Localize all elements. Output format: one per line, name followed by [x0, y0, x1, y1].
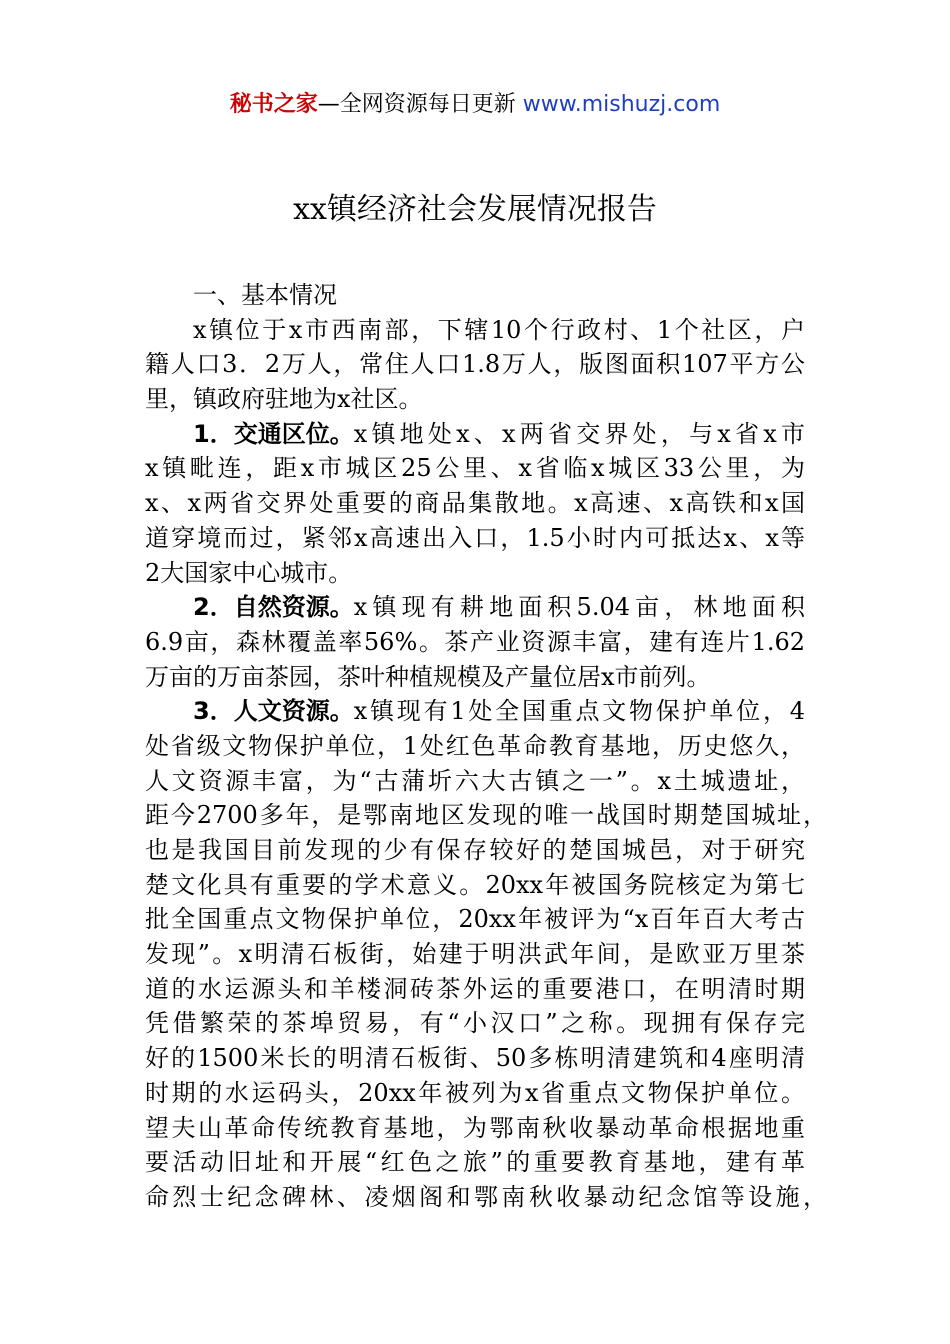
paragraph-text: 人文资源丰富，为“古蒲圻六大古镇之一”。x土城遗址， — [145, 766, 805, 795]
paragraph-line — [0, 1111, 950, 1146]
paragraph-line — [0, 798, 950, 833]
paragraph-text: 处省级文物保护单位，1处红色革命教育基地，历史悠久， — [145, 731, 805, 760]
item-lead-line — [193, 694, 805, 729]
paragraph-line — [0, 902, 950, 937]
paragraph-line — [0, 868, 950, 903]
paragraph-text: x镇毗连，距x市城区25公里、x省临x城区33公里，为 — [145, 454, 805, 483]
paragraph-line — [0, 1076, 950, 1111]
section-heading-text: 一、基本情况 — [193, 281, 337, 309]
paragraph-text: 楚文化具有重要的学术意义。20xx年被国务院核定为第七 — [145, 870, 805, 899]
paragraph-line — [0, 694, 950, 729]
paragraph-line — [0, 764, 950, 799]
paragraph-text: 时期的水运码头，20xx年被列为x省重点文物保护单位。 — [145, 1078, 805, 1107]
paragraph-line — [0, 521, 950, 556]
paragraph-text: 万亩的万亩茶园，茶叶种植规模及产量位居x市前列。 — [145, 662, 711, 691]
paragraph-text: 道的水运源头和羊楼洞砖茶外运的重要港口，在明清时期 — [145, 974, 805, 1003]
paragraph-text: x镇地处x、x两省交界处，与x省x市 — [353, 419, 805, 448]
paragraph-line — [0, 625, 950, 660]
paragraph-text: 6.9亩，森林覆盖率56%。茶产业资源丰富，建有连片1.62 — [145, 627, 805, 656]
paragraph-text: 也是我国目前发现的少有保存较好的楚国城邑，对于研究 — [145, 836, 805, 864]
paragraph-text: x镇现有1处全国重点文物保护单位，4 — [353, 697, 805, 726]
paragraph-line — [0, 451, 950, 486]
site-header — [0, 88, 950, 122]
paragraph-text: 道穿境而过，紧邻x高速出入口，1.5小时内可抵达x、x等 — [145, 523, 805, 552]
site-url-link[interactable]: www.mishuzj.com — [522, 92, 721, 117]
paragraph-text: 好的1500米长的明清石板街、50多栋明清建筑和4座明清 — [145, 1044, 805, 1073]
paragraph-text: 要活动旧址和开展“红色之旅”的重要教育基地，建有革 — [145, 1148, 805, 1177]
item-label: 3．人文资源。 — [193, 697, 354, 726]
paragraph-line — [0, 313, 950, 348]
paragraph-line — [0, 660, 950, 695]
paragraph-line — [0, 486, 950, 521]
paragraph-text: 批全国重点文物保护单位，20xx年被评为“x百年百大考古 — [145, 905, 805, 934]
paragraph-line — [0, 382, 950, 417]
document-body — [0, 278, 950, 1215]
paragraph-line — [0, 1006, 950, 1041]
paragraph-line — [0, 937, 950, 972]
paragraph-line — [0, 833, 950, 868]
paragraph-text: 2大国家中心城市。 — [145, 558, 353, 587]
paragraph-line — [0, 590, 950, 625]
item-lead-line — [193, 590, 805, 625]
paragraph-line — [0, 1180, 950, 1215]
paragraph-line — [0, 347, 950, 382]
paragraph-line — [0, 972, 950, 1007]
paragraph-text: 命烈士纪念碑林、凌烟阁和鄂南秋收暴动纪念馆等设施， — [145, 1182, 827, 1211]
item-label: 2．自然资源。 — [193, 593, 354, 622]
document-title: xx镇经济社会发展情况报告 — [293, 192, 657, 227]
paragraph-line — [0, 417, 950, 452]
brand-name[interactable]: 秘书之家 — [229, 92, 318, 117]
paragraph-text: 里，镇政府驻地为x社区。 — [145, 385, 423, 414]
item-lead-line — [193, 417, 805, 452]
paragraph-text: x、x两省交界处重要的商品集散地。x高速、x高铁和x国 — [145, 489, 805, 518]
paragraph-text: 望夫山革命传统教育基地，为鄂南秋收暴动革命根据地重 — [145, 1113, 805, 1142]
paragraph-line — [0, 1041, 950, 1076]
paragraph-text: 凭借繁荣的茶埠贸易，有“小汉口”之称。现拥有保存完 — [145, 1009, 805, 1038]
header-tagline: —全网资源每日更新 — [317, 92, 523, 117]
paragraph-text: x镇位于x市西南部，下辖10个行政村、1个社区，户 — [193, 315, 805, 344]
paragraph-text: 距今2700多年，是鄂南地区发现的唯一战国时期楚国城址， — [145, 801, 827, 830]
section-heading — [0, 278, 950, 313]
paragraph-line — [0, 729, 950, 764]
item-label: 1．交通区位。 — [193, 419, 354, 448]
paragraph-text: x镇现有耕地面积5.04亩，林地面积 — [353, 593, 805, 622]
paragraph-text: 发现”。x明清石板街，始建于明洪武年间，是欧亚万里茶 — [145, 940, 805, 969]
paragraph-line — [0, 556, 950, 591]
paragraph-text: 籍人口3．2万人，常住人口1.8万人，版图面积107平方公 — [145, 350, 805, 379]
paragraph-line — [0, 1145, 950, 1180]
